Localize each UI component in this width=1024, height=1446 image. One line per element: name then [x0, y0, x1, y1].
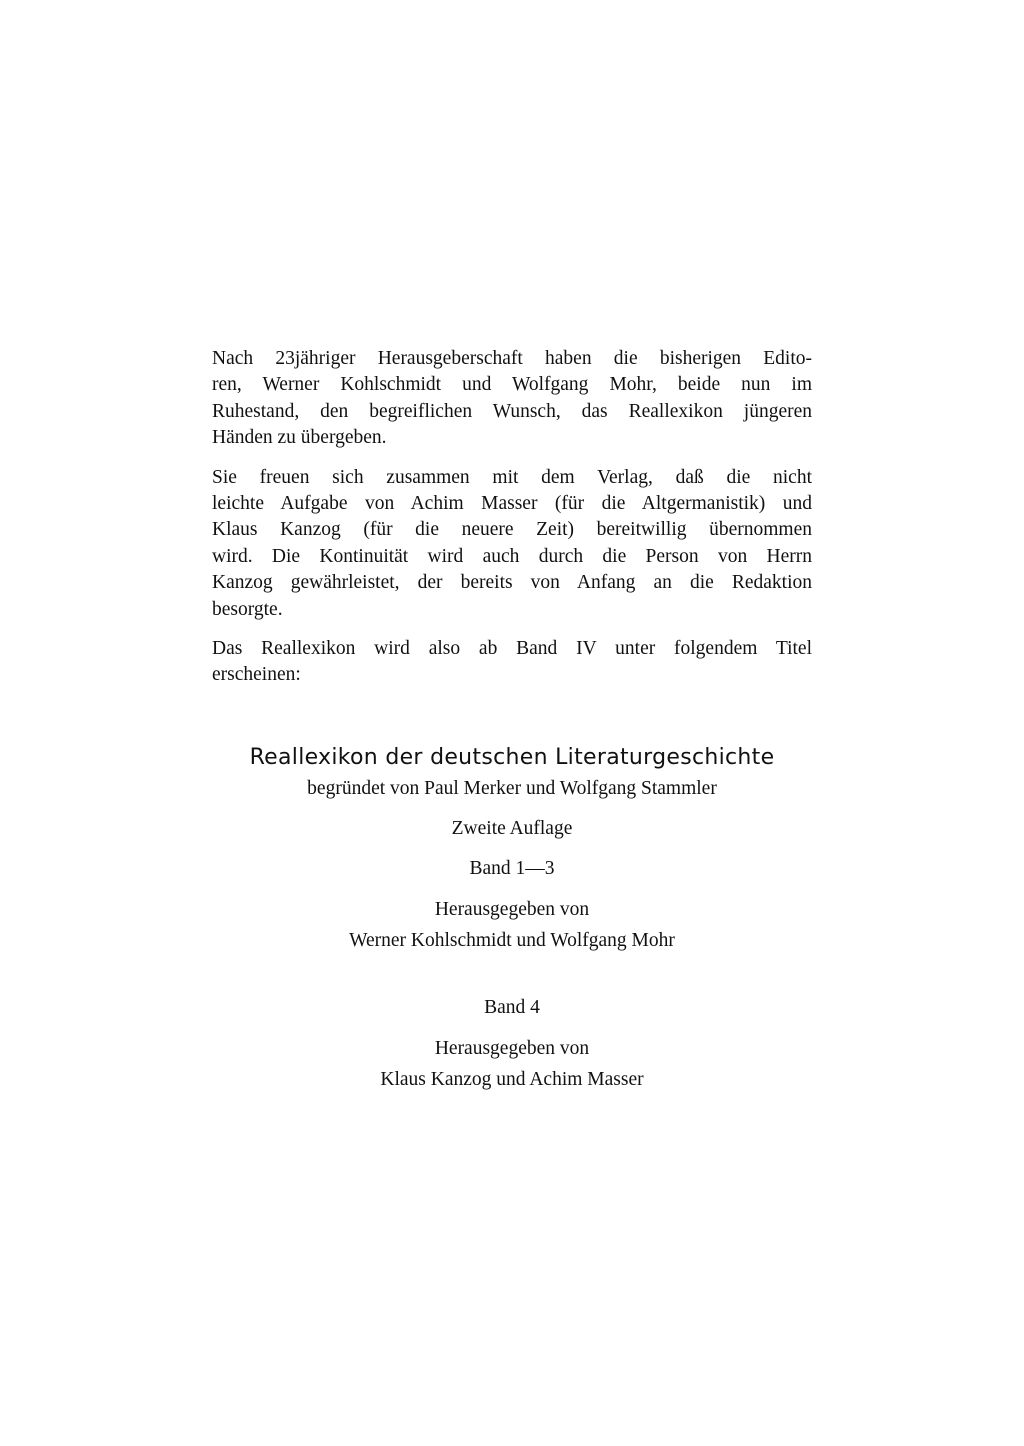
editors-label-2: Herausgegeben von: [434, 1038, 590, 1059]
editors-label-1: Herausgegeben von: [434, 899, 590, 920]
founders-line: begründet von Paul Merker und Wolfgang Stammler: [307, 778, 717, 799]
work-title: Reallexikon der deutschen Literaturgeschichte: [249, 745, 775, 770]
text-line: wird. Die Kontinuität wird auch durch die Person von Herrn: [212, 545, 812, 567]
body-text: [212, 346, 812, 702]
text-line: Sie freuen sich zusammen mit dem Verlag, daß die nicht: [212, 466, 812, 488]
edition-line: Zweite Auflage: [451, 818, 573, 839]
text-line: leichte Aufgabe von Achim Masser (für die Altgermanistik) und: [212, 492, 812, 514]
text-line: besorgte.: [212, 598, 283, 620]
text-line: Nach 23jähriger Herausgeberschaft haben die bisherigen Edito-: [212, 348, 812, 369]
text-line: Klaus Kanzog (für die neuere Zeit) bereitwillig übernommen: [212, 519, 812, 541]
text-line: ren, Werner Kohlschmidt und Wolfgang Mohr, beide nun im: [212, 374, 812, 396]
volumes-2: Band 4: [484, 997, 540, 1018]
editors-2: Klaus Kanzog und Achim Masser: [380, 1069, 644, 1090]
text-line: Ruhestand, den begreiflichen Wunsch, das Reallexikon jüngeren: [212, 400, 812, 422]
text-line: erscheinen:: [212, 664, 301, 686]
text-line: Kanzog gewährleistet, der bereits von Anfang an die Redaktion: [212, 572, 812, 594]
text-line: Das Reallexikon wird also ab Band IV unter folgendem Titel: [212, 637, 812, 659]
text-line: Händen zu übergeben.: [212, 427, 387, 449]
volumes-1: Band 1—3: [469, 858, 555, 879]
editors-1: Werner Kohlschmidt und Wolfgang Mohr: [349, 930, 675, 951]
paragraph-2: [212, 465, 812, 623]
paragraph-1: [212, 346, 812, 452]
paragraph-3: [212, 636, 812, 689]
